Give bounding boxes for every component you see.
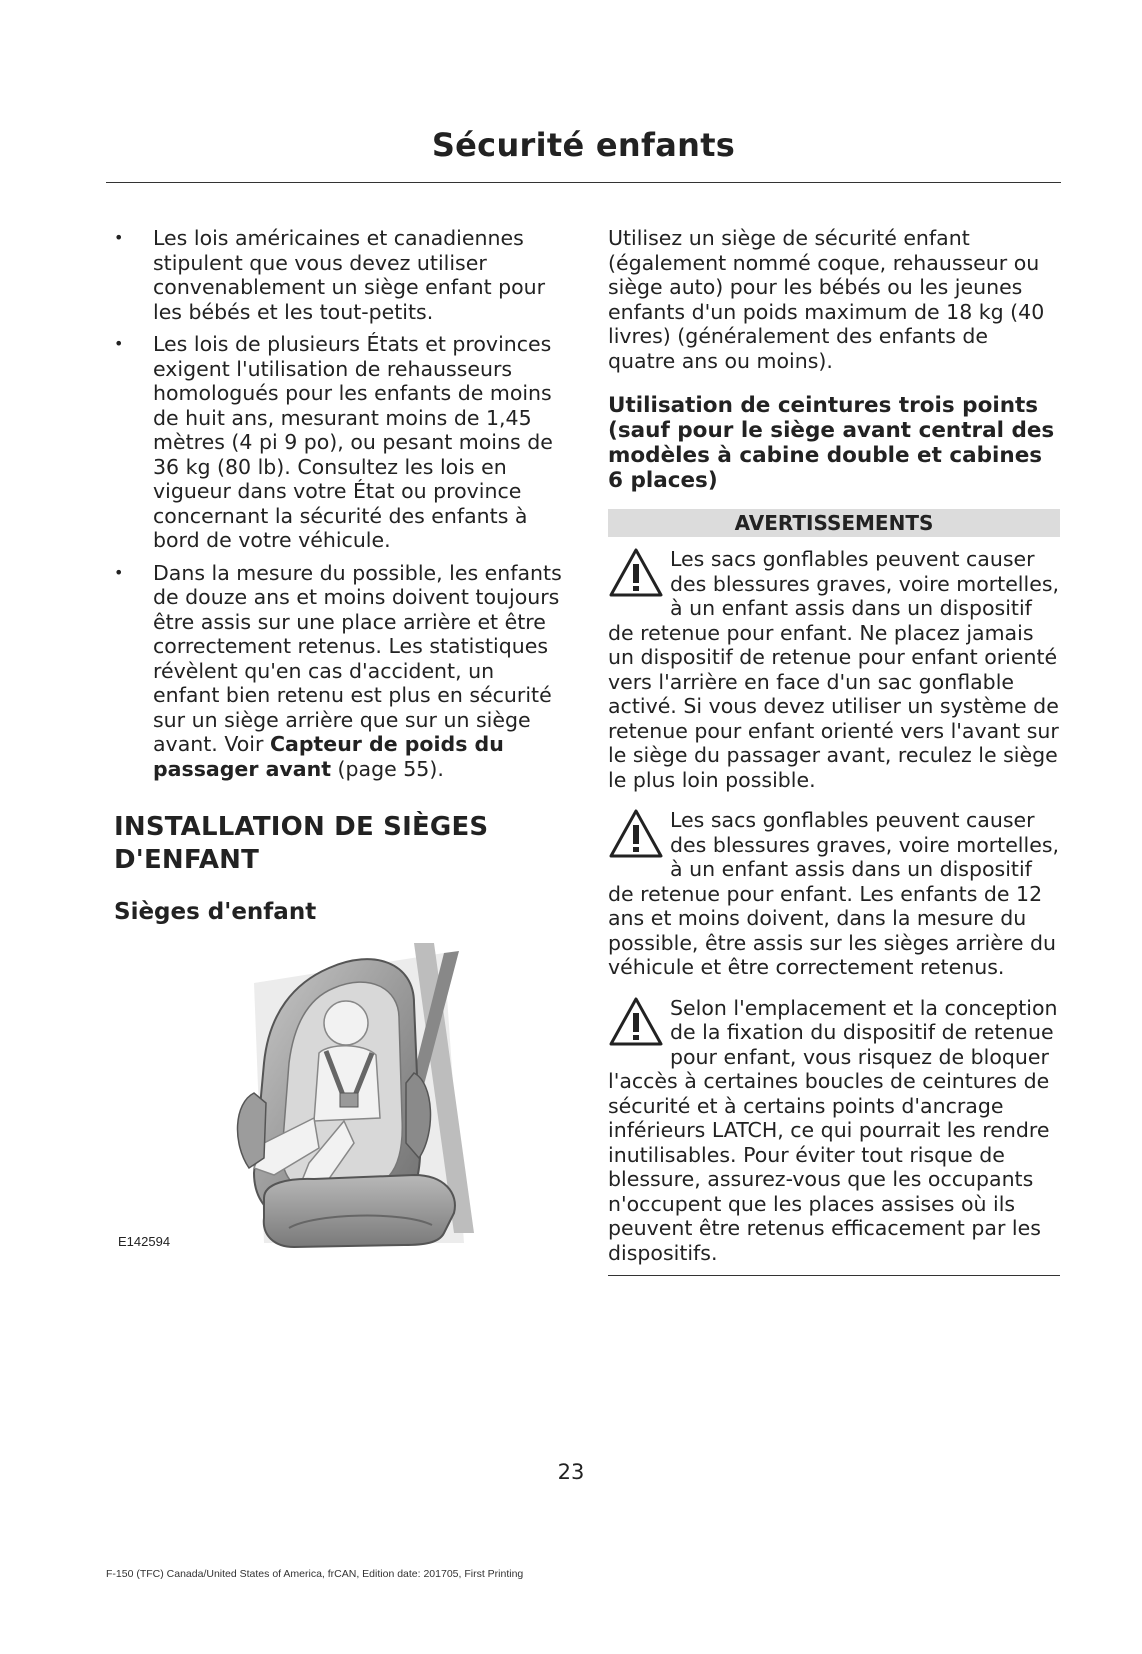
bullet-list — [114, 226, 566, 781]
warning-triangle-icon — [608, 808, 664, 860]
bullet-text-suffix: (page 55). — [331, 756, 444, 781]
cross-reference-link[interactable]: Capteur de poids du passager avant — [153, 732, 504, 781]
warning-text: Les sacs gonflables peuvent causer des blessures graves, voire mortelles, à un enfant assis dans un dispositif de retenue pour enfant. Ne placez jamais un dispositif de retenue pour enfant orienté vers l'arrière en face d'un sac gonflable activé. Si vous devez utiliser un système de retenue pour enfant orienté vers l'avant sur le siège du passager avant, reculez le siège le plus loin possible. — [608, 547, 1060, 792]
bullet-item — [114, 561, 566, 782]
subsection-heading: Utilisation de ceintures trois points (sauf pour le siège avant central des modèles à cabine double et cabines 6 places) — [608, 393, 1055, 493]
warning-triangle-icon — [608, 996, 664, 1048]
left-column — [114, 226, 566, 1253]
page-number: 23 — [557, 1460, 585, 1484]
warnings-header: AVERTISSEMENTS — [608, 509, 1060, 537]
bullet-text: Dans la mesure du possible, les enfants de douze ans et moins doivent toujours être assis sur une place arrière et être correctement retenus. Les statistiques révèlent qu'en cas d'accident, un enfant bien retenu est plus en sécurité sur un siège arrière que sur un siège avant. Voir — [153, 560, 562, 756]
warning-text: Les sacs gonflables peuvent causer des blessures graves, voire mortelles, à un enfant assis dans un dispositif de retenue pour enfant. Les enfants de 12 ans et moins doivent, dans la mesure du possible, être assis sur les sièges arrière du véhicule et être correctement retenus. — [608, 808, 1060, 979]
subsection-title: Sièges d'enfant — [114, 899, 317, 925]
warning-block — [608, 808, 1060, 980]
warning-block — [608, 996, 1060, 1266]
bullet-item — [114, 332, 566, 553]
child-seat-illustration — [114, 943, 566, 1253]
edition-footer: F-150 (TFC) Canada/United States of America, frCAN, Edition date: 201705, First Printing — [106, 1568, 524, 1580]
bullet-item — [114, 226, 566, 324]
bullet-text: Les lois américaines et canadiennes stipulent que vous devez utiliser convenablement un siège enfant pour les bébés et les tout-petits. — [153, 226, 546, 324]
figure-code: E142594 — [118, 1234, 171, 1249]
child-seat-icon — [114, 943, 566, 1253]
bullet-icon: • — [114, 334, 124, 353]
warning-text: Selon l'emplacement et la conception de la fixation du dispositif de retenue pour enfant, vous risquez de bloquer l'accès à certaines boucles de ceintures de sécurité et à certains points d'ancrage inférieurs LATCH, ce qui pourrait les rendre inutilisables. Pour éviter tout risque de blessure, assurez-vous que les occupants n'occupent que les places assises où ils peuvent être retenus efficacement par les dispositifs. — [608, 995, 1058, 1265]
bullet-icon: • — [114, 228, 124, 247]
warning-block — [608, 547, 1060, 792]
section-title: INSTALLATION DE SIÈGES D'ENFANT — [114, 812, 489, 875]
header-divider — [106, 182, 1061, 183]
intro-paragraph: Utilisez un siège de sécurité enfant (également nommé coque, rehausseur ou siège auto) pour les bébés ou les jeunes enfants d'un poids maximum de 18 kg (40 livres) (généralement des enfants de quatre ans ou moins). — [608, 226, 1045, 373]
bullet-text: Les lois de plusieurs États et provinces exigent l'utilisation de rehausseurs homologués pour les enfants de moins de huit ans, mesurant moins de 1,45 mètres (4 pi 9 po), ou pesant moins de 36 kg (80 lb). Consultez les lois en vigueur dans votre État ou province concernant la sécurité des enfants à bord de votre véhicule. — [153, 332, 553, 552]
right-column — [608, 226, 1060, 1276]
warning-triangle-icon — [608, 547, 664, 599]
page-title: Sécurité enfants — [431, 126, 736, 164]
warnings-end-divider — [608, 1275, 1060, 1276]
bullet-icon: • — [114, 562, 124, 582]
